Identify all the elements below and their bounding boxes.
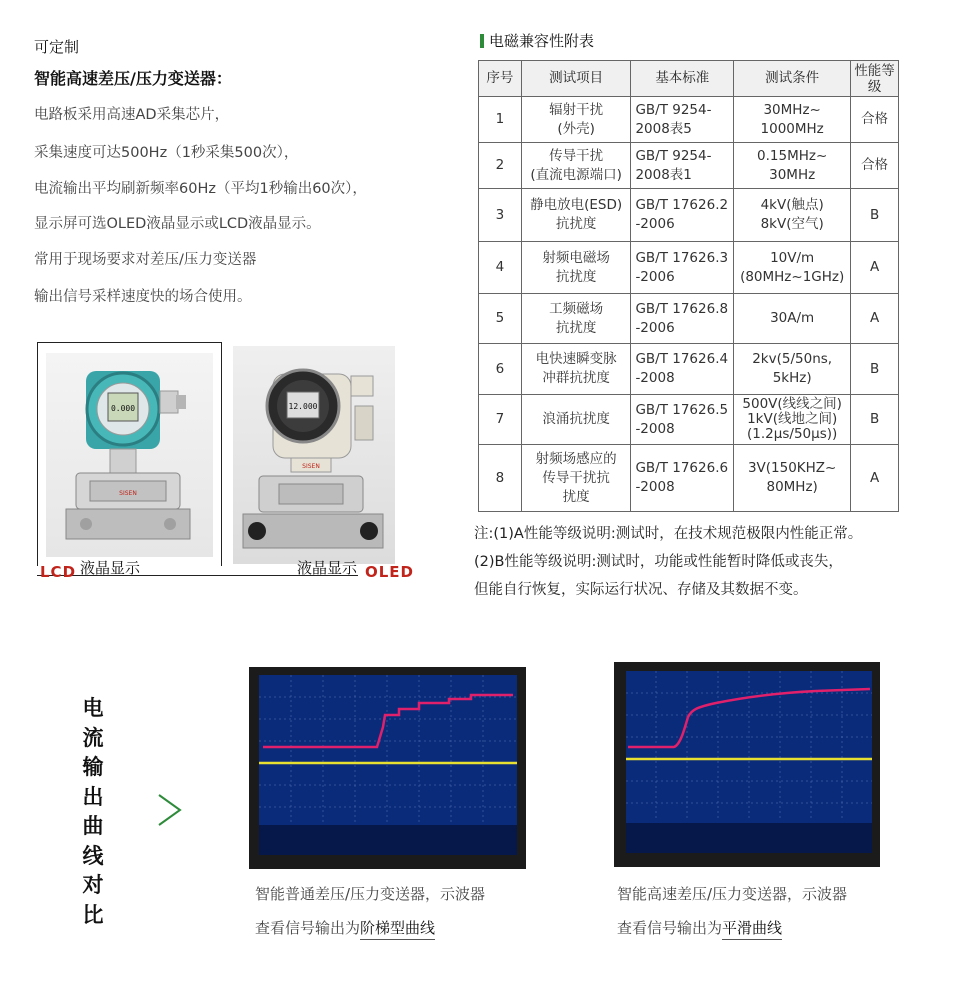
- oscilloscope-smooth: [614, 662, 880, 867]
- lcd-brand-text: SISEN: [119, 490, 137, 497]
- note-line-2: (2)B性能等级说明:测试时，功能或性能暂时降低或丧失，: [474, 554, 843, 570]
- cell-no: 7: [479, 395, 522, 445]
- table-row: [479, 344, 899, 395]
- cell-grade: A: [851, 445, 899, 512]
- note-line-1: 注:(1)A性能等级说明:测试时，在技术规范极限内性能正常。: [474, 526, 863, 542]
- table-row: [479, 189, 899, 242]
- cell-no: 6: [479, 344, 522, 395]
- cell-standard: GB/T 17626.3 -2006: [631, 242, 734, 294]
- oled-transmitter-image: [233, 346, 395, 564]
- feature-line-4: 显示屏可选OLED液晶显示或LCD液晶显示。: [34, 216, 321, 232]
- emc-table-title: [480, 30, 594, 51]
- cell-condition: 10V/m (80MHz~1GHz): [734, 242, 851, 294]
- cell-standard: GB/T 9254- 2008表1: [631, 143, 734, 189]
- cell-item: 静电放电(ESD) 抗扰度: [521, 189, 631, 242]
- cell-no: 5: [479, 294, 522, 344]
- left-caption-line-2: [255, 917, 435, 938]
- comparison-title: 电 流 输 出 曲 线 对 比: [82, 696, 104, 927]
- cell-condition: 0.15MHz~ 30MHz: [734, 143, 851, 189]
- left-caption-prefix: 查看信号输出为: [255, 919, 361, 937]
- table-header-row: [479, 61, 899, 97]
- cell-item: 工频磁场 抗扰度: [521, 294, 631, 344]
- table-row: [479, 97, 899, 143]
- header-item: 测试项目: [521, 61, 631, 97]
- lcd-product-frame: [37, 342, 222, 566]
- cell-no: 3: [479, 189, 522, 242]
- cell-item: 辐射干扰 (外壳): [521, 97, 631, 143]
- lcd-transmitter-image: [46, 353, 213, 557]
- cell-condition: 2kv(5/50ns, 5kHz): [734, 344, 851, 395]
- cell-item: 射频场感应的 传导干扰抗 扰度: [521, 445, 631, 512]
- intro-title: 可定制: [34, 38, 80, 56]
- cell-condition: 3V(150KHZ~ 80MHz): [734, 445, 851, 512]
- cell-standard: GB/T 17626.8 -2006: [631, 294, 734, 344]
- cell-standard: GB/T 17626.2 -2006: [631, 189, 734, 242]
- header-standard: 基本标准: [631, 61, 734, 97]
- cell-grade: B: [851, 344, 899, 395]
- cell-condition: 30MHz~ 1000MHz: [734, 97, 851, 143]
- cell-no: 8: [479, 445, 522, 512]
- table-row: [479, 242, 899, 294]
- scope-screen-stepped: [259, 675, 517, 855]
- lcd-label: 液晶显示: [80, 559, 141, 577]
- right-caption-prefix: 查看信号输出为: [617, 919, 723, 937]
- oled-brand-text: SISEN: [302, 463, 320, 470]
- cell-standard: GB/T 9254- 2008表5: [631, 97, 734, 143]
- header-no: 序号: [479, 61, 522, 97]
- right-caption-line-1: 智能高速差压/压力变送器，示波器: [617, 885, 848, 903]
- left-caption-emphasis: 阶梯型曲线: [360, 919, 435, 940]
- right-caption-line-2: [617, 917, 782, 938]
- table-row: [479, 395, 899, 445]
- lcd-display-value: 0.000: [110, 404, 136, 413]
- table-row: [479, 143, 899, 189]
- title-accent-bar: [480, 34, 484, 48]
- chevron-right-icon: [156, 793, 184, 827]
- cell-grade: 合格: [851, 143, 899, 189]
- cell-standard: GB/T 17626.4 -2008: [631, 344, 734, 395]
- lcd-tag: LCD: [40, 563, 77, 581]
- cell-standard: GB/T 17626.5 -2008: [631, 395, 734, 445]
- right-caption-emphasis: 平滑曲线: [722, 919, 782, 940]
- stepped-signal-trace: [263, 695, 513, 747]
- cell-no: 2: [479, 143, 522, 189]
- feature-line-2: 采集速度可达500Hz（1秒采集500次），: [34, 145, 299, 161]
- scope-screen-smooth: [626, 671, 872, 853]
- oled-label: 液晶显示: [297, 559, 358, 577]
- note-line-3: 但能自行恢复，实际运行状况、存储及其数据不变。: [474, 582, 808, 598]
- cell-item: 射频电磁场 抗扰度: [521, 242, 631, 294]
- feature-line-5: 常用于现场要求对差压/压力变送器: [34, 252, 257, 268]
- oled-tag: OLED: [365, 563, 415, 581]
- cell-grade: 合格: [851, 97, 899, 143]
- intro-heading: 智能高速差压/压力变送器：: [34, 69, 232, 88]
- cell-grade: B: [851, 395, 899, 445]
- cell-condition: 30A/m: [734, 294, 851, 344]
- oscilloscope-stepped: [249, 667, 526, 869]
- cell-item: 电快速瞬变脉 冲群抗扰度: [521, 344, 631, 395]
- feature-line-1: 电路板采用高速AD采集芯片，: [34, 107, 230, 123]
- cell-no: 4: [479, 242, 522, 294]
- cell-condition: 500V(线线之间) 1kV(线地之间) (1.2μs/50μs)): [734, 395, 851, 445]
- emc-title-text: 电磁兼容性附表: [489, 32, 595, 50]
- cell-item: 浪涌抗扰度: [521, 395, 631, 445]
- left-caption-line-1: 智能普通差压/压力变送器，示波器: [255, 885, 486, 903]
- feature-line-6: 输出信号采样速度快的场合使用。: [34, 289, 252, 305]
- table-row: [479, 294, 899, 344]
- cell-condition: 4kV(触点) 8kV(空气): [734, 189, 851, 242]
- table-row: [479, 445, 899, 512]
- cell-grade: A: [851, 242, 899, 294]
- cell-grade: B: [851, 189, 899, 242]
- oled-display-value: 12.000: [288, 402, 318, 411]
- cell-item: 传导干扰 (直流电源端口): [521, 143, 631, 189]
- cell-no: 1: [479, 97, 522, 143]
- header-grade: 性能等级: [851, 61, 899, 97]
- oled-product-frame: [233, 342, 395, 566]
- header-condition: 测试条件: [734, 61, 851, 97]
- cell-grade: A: [851, 294, 899, 344]
- cell-standard: GB/T 17626.6 -2008: [631, 445, 734, 512]
- feature-line-3: 电流输出平均刷新频率60Hz（平均1秒输出60次），: [34, 181, 367, 197]
- emc-table: [478, 60, 899, 512]
